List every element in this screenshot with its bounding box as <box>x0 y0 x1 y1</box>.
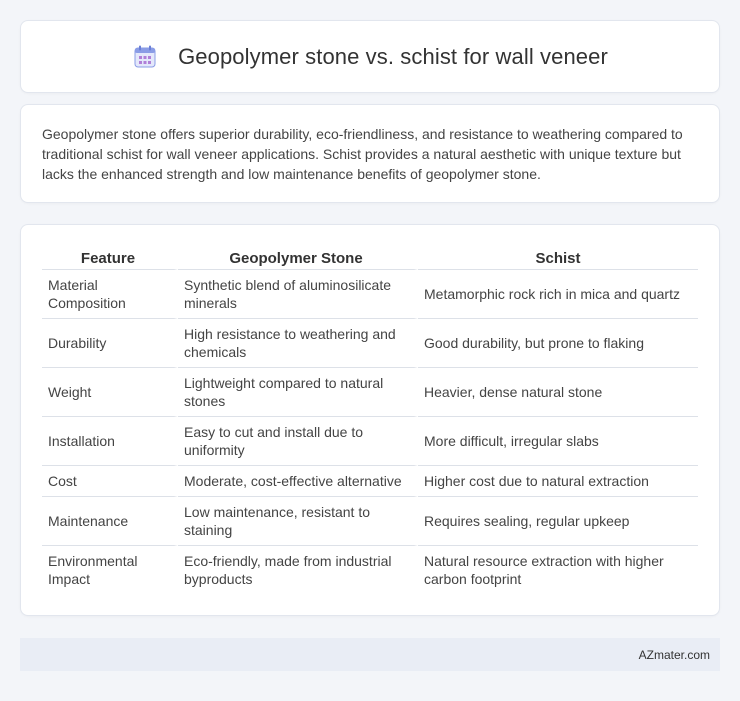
row-feature: Material Composition <box>42 269 178 318</box>
footer <box>20 638 720 671</box>
row-feature: Maintenance <box>42 496 178 545</box>
footer-brand: AZmater.com <box>638 647 710 662</box>
table-row <box>42 367 698 416</box>
intro-card <box>20 104 720 203</box>
header-feature: Feature <box>42 242 178 269</box>
row-geopolymer: Moderate, cost-effective alternative <box>178 465 418 496</box>
table-row <box>42 269 698 318</box>
row-geopolymer: Lightweight compared to natural stones <box>178 367 418 416</box>
row-feature: Cost <box>42 465 178 496</box>
comparison-table <box>42 242 698 594</box>
title-card <box>20 20 720 93</box>
header-geopolymer: Geopolymer Stone <box>178 242 418 269</box>
intro-text: Geopolymer stone offers superior durability, eco-friendliness, and resistance to weathering compared to traditional schist for wall veneer applications. Schist provides a natural aesthetic with unique texture but lacks the enhanced strength and low maintenance benefits of geopolymer stone. <box>42 126 683 182</box>
row-schist: Natural resource extraction with higher carbon footprint <box>418 545 698 594</box>
table-row <box>42 496 698 545</box>
table-row <box>42 318 698 367</box>
row-schist: Metamorphic rock rich in mica and quartz <box>418 269 698 318</box>
row-schist: Requires sealing, regular upkeep <box>418 496 698 545</box>
comparison-card <box>20 224 720 616</box>
row-schist: Higher cost due to natural extraction <box>418 465 698 496</box>
table-row <box>42 416 698 465</box>
row-schist: Heavier, dense natural stone <box>418 367 698 416</box>
row-schist: More difficult, irregular slabs <box>418 416 698 465</box>
page-title: Geopolymer stone vs. schist for wall veneer <box>178 43 608 69</box>
row-geopolymer: Synthetic blend of aluminosilicate minerals <box>178 269 418 318</box>
row-feature: Installation <box>42 416 178 465</box>
row-schist: Good durability, but prone to flaking <box>418 318 698 367</box>
calendar-icon <box>132 44 158 70</box>
row-geopolymer: High resistance to weathering and chemicals <box>178 318 418 367</box>
table-row <box>42 465 698 496</box>
row-feature: Durability <box>42 318 178 367</box>
row-feature: Environmental Impact <box>42 545 178 594</box>
table-header-row <box>42 242 698 269</box>
row-geopolymer: Eco-friendly, made from industrial byproducts <box>178 545 418 594</box>
header-schist: Schist <box>535 250 581 267</box>
row-geopolymer: Easy to cut and install due to uniformity <box>178 416 418 465</box>
row-geopolymer: Low maintenance, resistant to staining <box>178 496 418 545</box>
row-feature: Weight <box>42 367 178 416</box>
table-row <box>42 545 698 594</box>
